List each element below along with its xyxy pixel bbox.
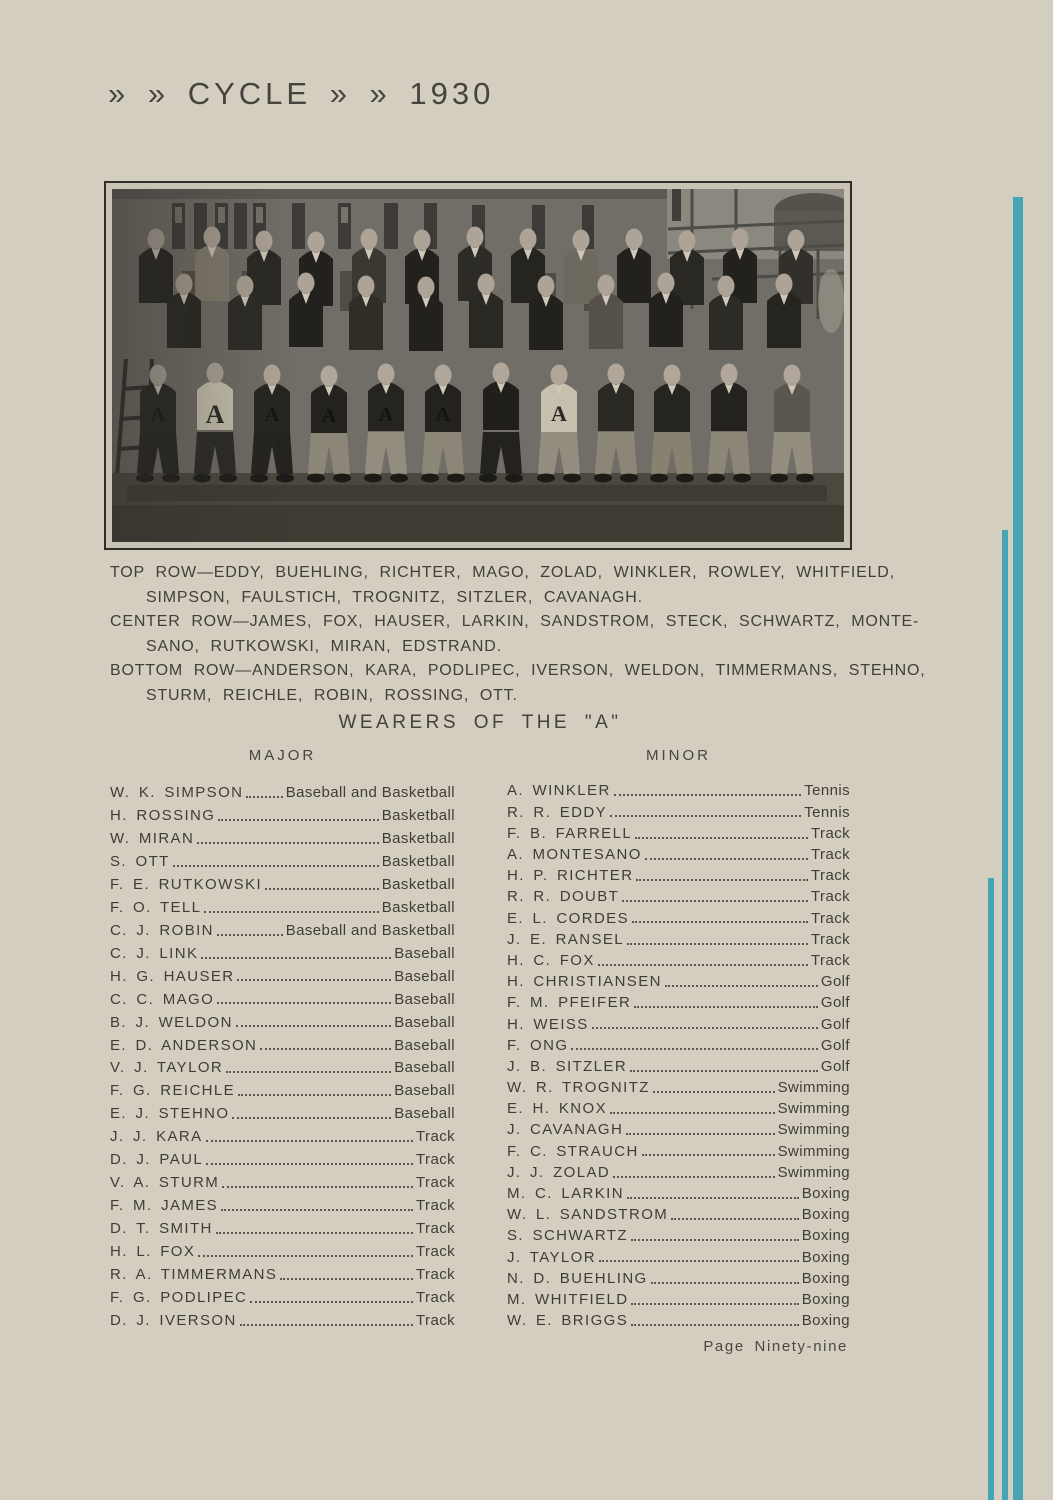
- athlete-row: [110, 778, 455, 801]
- dot-leader: [240, 1324, 413, 1326]
- athlete-sport: Golf: [820, 1036, 850, 1054]
- athlete-sport: Track: [811, 930, 850, 948]
- dot-leader: [653, 1091, 775, 1093]
- dot-leader: [265, 888, 379, 890]
- athlete-row: [110, 1214, 455, 1237]
- dot-leader: [260, 1048, 391, 1050]
- athlete-name: A. WINKLER: [507, 782, 611, 800]
- athlete-sport: Baseball: [394, 944, 455, 962]
- athlete-row: [507, 926, 850, 947]
- section-heading: WEARERS OF THE "A": [338, 712, 622, 733]
- athlete-name: C. J. LINK: [110, 944, 199, 962]
- athlete-name: W. R. TROGNITZ: [507, 1079, 650, 1097]
- athlete-sport: Baseball: [394, 1105, 455, 1123]
- caption-line: [110, 561, 895, 586]
- athlete-name: M. C. LARKIN: [507, 1185, 624, 1202]
- page-number: Page Ninety-nine: [703, 1338, 848, 1355]
- dot-leader: [197, 842, 379, 844]
- dot-leader: [217, 1002, 391, 1004]
- athlete-name: C. J. ROBIN: [110, 921, 214, 939]
- dot-leader: [216, 1232, 413, 1234]
- athlete-row: [507, 1223, 850, 1244]
- athlete-name: J. J. ZOLAD: [507, 1163, 611, 1181]
- dot-leader: [651, 1282, 799, 1284]
- athlete-row: [507, 1287, 850, 1308]
- athlete-name: J. J. KARA: [110, 1128, 203, 1146]
- dot-leader: [627, 943, 808, 945]
- athlete-name: V. J. TAYLOR: [110, 1059, 224, 1077]
- athlete-name: W. MIRAN: [110, 830, 195, 848]
- dot-leader: [599, 1260, 799, 1262]
- dot-leader: [642, 1154, 775, 1156]
- decorative-stripe-thin: [988, 878, 994, 1500]
- athlete-name: H. CHRISTIANSEN: [507, 973, 662, 991]
- athlete-row: [110, 916, 455, 939]
- athlete-name: W. E. BRIGGS: [507, 1312, 629, 1330]
- athlete-sport: Boxing: [801, 1269, 850, 1287]
- athlete-sport: Boxing: [801, 1248, 850, 1266]
- athlete-row: [110, 1122, 455, 1145]
- athlete-row: [507, 1202, 850, 1223]
- dot-leader: [631, 1324, 799, 1326]
- athlete-name: F. C. STRAUCH: [507, 1142, 639, 1160]
- athlete-sport: Golf: [820, 1057, 850, 1075]
- athlete-name: C. C. MAGO: [110, 990, 215, 1008]
- dot-leader: [238, 1094, 391, 1096]
- athlete-name: F. B. FARRELL: [507, 824, 633, 842]
- athlete-sport: Track: [416, 1197, 455, 1215]
- photo-caption: [110, 561, 926, 709]
- athlete-row: [110, 824, 455, 847]
- athlete-sport: Boxing: [801, 1206, 850, 1224]
- page-title: » » CYCLE » » 1930: [108, 76, 495, 111]
- athlete-sport: Track: [416, 1242, 455, 1260]
- athlete-sport: Baseball: [394, 1082, 455, 1100]
- athlete-row: [110, 1237, 455, 1260]
- athlete-name: D. J. IVERSON: [110, 1311, 237, 1329]
- athlete-name: D. T. SMITH: [110, 1220, 213, 1237]
- athlete-sport: Tennis: [804, 803, 850, 821]
- athlete-sport: Baseball and Basketball: [285, 921, 455, 939]
- athlete-row: [507, 1032, 850, 1053]
- athlete-name: N. D. BUEHLING: [507, 1269, 648, 1287]
- athlete-sport: Baseball: [394, 1013, 455, 1031]
- dot-leader: [201, 957, 391, 959]
- athlete-name: H. P. RICHTER: [507, 867, 634, 885]
- caption-line-text: STURM, REICHLE, ROBIN, ROSSING, OTT.: [146, 686, 518, 704]
- caption-line: [110, 586, 852, 611]
- athlete-row: [110, 1145, 455, 1168]
- athlete-name: F. G. PODLIPEC: [110, 1288, 248, 1306]
- athlete-sport: Basketball: [381, 807, 455, 825]
- athlete-row: [507, 842, 850, 863]
- dot-leader: [592, 1027, 818, 1029]
- minor-column-heading: MINOR: [646, 747, 711, 764]
- athlete-name: S. OTT: [110, 853, 170, 870]
- athlete-row: [110, 939, 455, 962]
- caption-line-text: SIMPSON, FAULSTICH, TROGNITZ, SITZLER, CAVANAGH.: [146, 588, 643, 606]
- decorative-stripe-wide: [1013, 197, 1023, 1500]
- athlete-row: [507, 1159, 850, 1180]
- athlete-name: J. CAVANAGH: [507, 1121, 624, 1139]
- athlete-name: H. WEISS: [507, 1015, 589, 1033]
- athlete-name: A. MONTESANO: [507, 846, 642, 863]
- athlete-row: [507, 1075, 850, 1096]
- athlete-row: [507, 1053, 850, 1074]
- athlete-sport: Track: [811, 824, 850, 842]
- athlete-sport: Track: [416, 1311, 455, 1329]
- dot-leader: [632, 921, 808, 923]
- athlete-row: [110, 1030, 455, 1053]
- dot-leader: [636, 879, 808, 881]
- athlete-sport: Track: [811, 951, 850, 969]
- athlete-sport: Swimming: [777, 1100, 850, 1118]
- caption-line-text: TOP ROW—EDDY, BUEHLING, RICHTER, MAGO, ZOLAD, WINKLER, ROWLEY, WHITFIELD,: [110, 564, 895, 581]
- athlete-row: [110, 1260, 455, 1283]
- athlete-row: [507, 1244, 850, 1265]
- dot-leader: [610, 1112, 775, 1114]
- athlete-name: F. M. JAMES: [110, 1197, 219, 1215]
- athlete-sport: Swimming: [777, 1163, 850, 1181]
- athlete-name: E. J. STEHNO: [110, 1105, 230, 1123]
- athlete-sport: Boxing: [801, 1185, 850, 1202]
- dot-leader: [571, 1048, 817, 1050]
- dot-leader: [246, 796, 282, 798]
- letter-winner-columns: [110, 747, 850, 1329]
- athlete-name: S. SCHWARTZ: [507, 1227, 628, 1245]
- team-photo-frame: [104, 181, 852, 550]
- athlete-row: [507, 863, 850, 884]
- athlete-name: R. R. EDDY: [507, 803, 608, 821]
- athlete-sport: Golf: [820, 973, 850, 991]
- athlete-name: W. K. SIMPSON: [110, 784, 244, 802]
- athlete-row: [507, 1117, 850, 1138]
- athlete-name: W. L. SANDSTROM: [507, 1206, 669, 1224]
- athlete-row: [110, 984, 455, 1007]
- athlete-row: [507, 948, 850, 969]
- dot-leader: [232, 1117, 391, 1119]
- minor-column: [507, 747, 850, 1329]
- minor-list: [507, 778, 850, 1329]
- dot-leader: [221, 1209, 413, 1211]
- athlete-name: D. J. PAUL: [110, 1151, 204, 1169]
- athlete-row: [110, 1099, 455, 1122]
- dot-leader: [622, 900, 808, 902]
- athlete-row: [507, 1265, 850, 1286]
- athlete-row: [110, 870, 455, 893]
- athlete-row: [110, 1076, 455, 1099]
- athlete-row: [507, 778, 850, 799]
- athlete-sport: Track: [811, 888, 850, 906]
- athlete-name: J. TAYLOR: [507, 1248, 596, 1266]
- athlete-name: E. L. CORDES: [507, 909, 629, 927]
- athlete-sport: Baseball and Basketball: [285, 784, 455, 802]
- dot-leader: [614, 794, 802, 796]
- athlete-name: H. G. HAUSER: [110, 967, 235, 985]
- athlete-sport: Baseball: [394, 967, 455, 985]
- athlete-sport: Track: [811, 909, 850, 927]
- athlete-sport: Track: [416, 1151, 455, 1169]
- athlete-name: F. M. PFEIFER: [507, 994, 632, 1012]
- major-column: [110, 747, 455, 1329]
- athlete-row: [507, 1308, 850, 1329]
- athlete-row: [507, 969, 850, 990]
- athlete-name: E. D. ANDERSON: [110, 1036, 258, 1054]
- caption-line: [110, 659, 926, 684]
- dot-leader: [631, 1303, 798, 1305]
- athlete-sport: Track: [811, 867, 850, 885]
- dot-leader: [236, 1025, 391, 1027]
- dot-leader: [204, 911, 378, 913]
- athlete-name: V. A. STURM: [110, 1174, 220, 1192]
- dot-leader: [630, 1070, 818, 1072]
- dot-leader: [613, 1176, 775, 1178]
- athlete-sport: Track: [416, 1220, 455, 1237]
- athlete-row: [507, 990, 850, 1011]
- athlete-sport: Golf: [820, 1015, 850, 1033]
- athlete-row: [110, 801, 455, 824]
- athlete-name: H. ROSSING: [110, 807, 216, 825]
- athlete-name: J. B. SITZLER: [507, 1057, 628, 1075]
- athlete-sport: Baseball: [394, 1059, 455, 1077]
- athlete-name: R. R. DOUBT: [507, 888, 620, 906]
- dot-leader: [218, 819, 378, 821]
- dot-leader: [598, 964, 808, 966]
- athlete-name: F. G. REICHLE: [110, 1082, 236, 1100]
- dot-leader: [222, 1186, 413, 1188]
- athlete-sport: Track: [416, 1174, 455, 1192]
- athlete-sport: Boxing: [801, 1312, 850, 1330]
- athlete-sport: Basketball: [381, 898, 455, 916]
- dot-leader: [626, 1133, 774, 1135]
- dot-leader: [250, 1301, 413, 1303]
- athlete-name: R. A. TIMMERMANS: [110, 1265, 278, 1283]
- dot-leader: [631, 1239, 799, 1241]
- athlete-row: [507, 1138, 850, 1159]
- athlete-name: M. WHITFIELD: [507, 1290, 629, 1308]
- athlete-row: [110, 1306, 455, 1329]
- athlete-sport: Golf: [820, 994, 850, 1012]
- athlete-sport: Swimming: [777, 1121, 850, 1139]
- athlete-name: E. H. KNOX: [507, 1100, 608, 1118]
- caption-line-text: BOTTOM ROW—ANDERSON, KARA, PODLIPEC, IVERSON, WELDON, TIMMERMANS, STEHNO,: [110, 662, 926, 680]
- athlete-row: [507, 1181, 850, 1202]
- dot-leader: [206, 1140, 414, 1142]
- athlete-row: [110, 1053, 455, 1076]
- athlete-name: F. E. RUTKOWSKI: [110, 875, 263, 893]
- athlete-name: F. ONG: [507, 1036, 569, 1054]
- dot-leader: [671, 1218, 799, 1220]
- dot-leader: [634, 1006, 818, 1008]
- athlete-sport: Track: [811, 846, 850, 863]
- athlete-sport: Baseball: [394, 990, 455, 1008]
- athlete-sport: Tennis: [804, 782, 850, 800]
- decorative-stripe-middle: [1002, 530, 1008, 1500]
- athlete-row: [507, 884, 850, 905]
- athlete-name: H. C. FOX: [507, 951, 595, 969]
- athlete-row: [110, 893, 455, 916]
- dot-leader: [206, 1163, 413, 1165]
- caption-line-text: CENTER ROW—JAMES, FOX, HAUSER, LARKIN, SANDSTROM, STECK, SCHWARTZ, MONTE-: [110, 613, 920, 631]
- athlete-row: [110, 847, 455, 870]
- athlete-row: [507, 1011, 850, 1032]
- dot-leader: [237, 979, 391, 981]
- dot-leader: [173, 865, 379, 867]
- athlete-sport: Swimming: [777, 1142, 850, 1160]
- caption-line: [110, 684, 852, 709]
- athlete-row: [507, 905, 850, 926]
- caption-line: [110, 635, 852, 660]
- athlete-name: F. O. TELL: [110, 898, 202, 916]
- athlete-sport: Baseball: [394, 1036, 455, 1054]
- athlete-sport: Track: [416, 1288, 455, 1306]
- caption-line: [110, 610, 920, 635]
- athlete-sport: Basketball: [381, 875, 455, 893]
- athlete-name: H. L. FOX: [110, 1242, 196, 1260]
- dot-leader: [226, 1071, 391, 1073]
- athlete-row: [110, 1191, 455, 1214]
- athlete-sport: Boxing: [801, 1290, 850, 1308]
- athlete-row: [110, 1168, 455, 1191]
- athlete-sport: Basketball: [381, 830, 455, 848]
- dot-leader: [198, 1255, 413, 1257]
- dot-leader: [627, 1197, 799, 1199]
- athlete-sport: Boxing: [801, 1227, 850, 1245]
- athlete-row: [110, 962, 455, 985]
- athlete-row: [507, 820, 850, 841]
- team-photo: [112, 189, 844, 542]
- athlete-row: [110, 1007, 455, 1030]
- dot-leader: [280, 1278, 413, 1280]
- dot-leader: [645, 858, 808, 860]
- caption-line-text: SANO, RUTKOWSKI, MIRAN, EDSTRAND.: [146, 637, 502, 655]
- major-column-heading: MAJOR: [248, 747, 317, 764]
- dot-leader: [635, 837, 808, 839]
- athlete-name: B. J. WELDON: [110, 1013, 233, 1031]
- dot-leader: [665, 985, 818, 987]
- athlete-row: [507, 799, 850, 820]
- athlete-row: [507, 1096, 850, 1117]
- athlete-name: J. E. RANSEL: [507, 930, 624, 948]
- athlete-sport: Track: [416, 1265, 455, 1283]
- major-list: [110, 778, 455, 1329]
- athlete-row: [110, 1283, 455, 1306]
- athlete-sport: Swimming: [777, 1079, 850, 1097]
- athlete-sport: Track: [416, 1128, 455, 1146]
- dot-leader: [217, 934, 283, 936]
- dot-leader: [610, 815, 801, 817]
- athlete-sport: Basketball: [381, 853, 455, 870]
